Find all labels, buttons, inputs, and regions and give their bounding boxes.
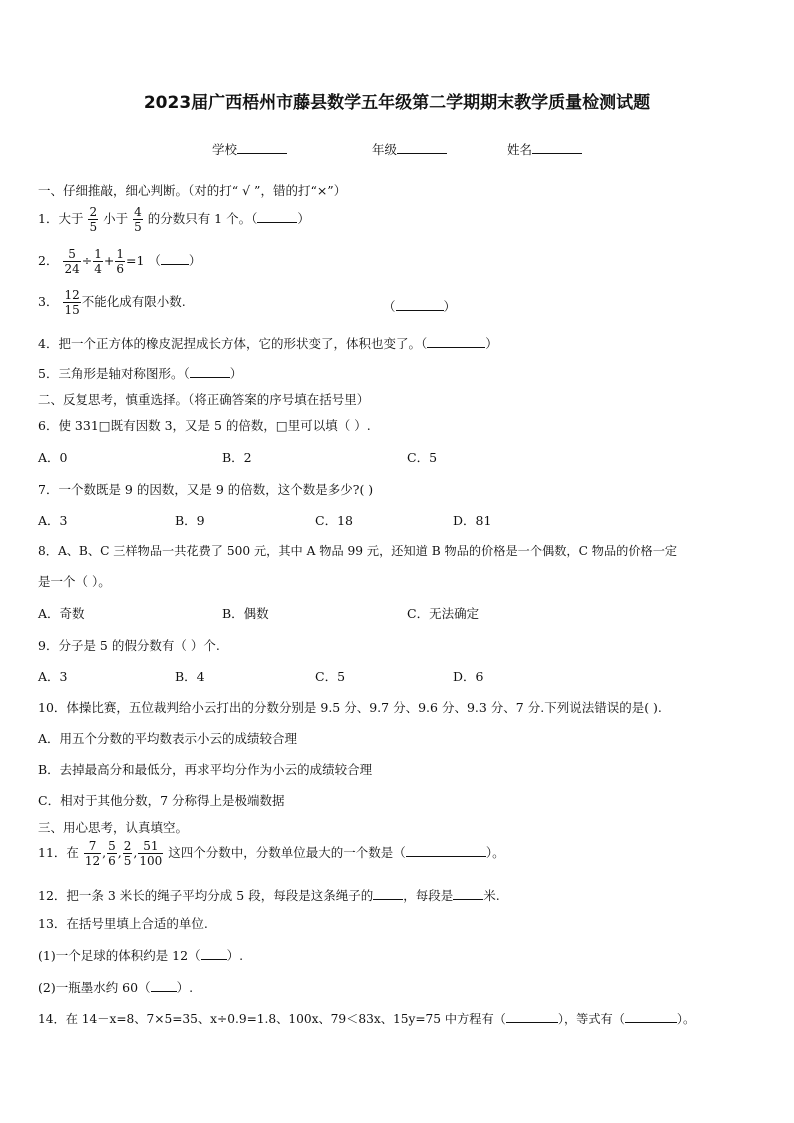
- question-10: 10．体操比赛，五位裁判给小云打出的分数分别是 9.5 分、9.7 分、9.6 分、9.3 分、7 分.下列说法错误的是( ).: [38, 700, 662, 715]
- question-1: 1．大于 $\frac{2}{5}$ 小于 $\frac{4}{5}$ 的分数只有 1 个。（ ）: [38, 205, 310, 234]
- question-2: 2． $\frac{5}{24}$ ÷ $\frac{1}{4}$ + $\frac{1}{6}$ =1 （ ）: [38, 247, 202, 276]
- question-8-option-a: A．奇数: [38, 606, 85, 621]
- grade-field: 年级: [372, 140, 447, 158]
- question-8-option-b: B．偶数: [222, 606, 269, 621]
- question-8-line-2: 是一个（ ）。: [38, 574, 111, 589]
- question-9-option-d: D．6: [453, 669, 484, 684]
- question-6-option-b: B．2: [222, 450, 252, 465]
- question-13-part-2: (2)一瓶墨水约 60（ ）.: [38, 980, 194, 995]
- school-field: 学校: [212, 140, 287, 158]
- question-7-option-d: D．81: [453, 513, 492, 528]
- question-14: 14．在 14－x=8、7×5=35、x÷0.9=1.8、100x、79＜83x、15y=75 中方程有（ ），等式有（ ）。: [38, 1012, 696, 1026]
- question-7: 7．一个数既是 9 的因数，又是 9 的倍数，这个数是多少?( ): [38, 482, 374, 497]
- name-field: 姓名: [507, 140, 582, 158]
- question-6: 6．使 331□既有因数 3，又是 5 的倍数，□里可以填（ ）.: [38, 418, 371, 433]
- question-10-option-c: C．相对于其他分数，7 分称得上是极端数据: [38, 793, 285, 808]
- question-11: 11．在 $\frac{7}{12}$ , $\frac{5}{6}$ , $\frac{2}{5}$ , $\frac{51}{100}$ 这四个分数中，分数单位最大的一个数是（ ）。: [38, 839, 505, 868]
- page-title: 2023届广西梧州市藤县数学五年级第二学期期末教学质量检测试题: [143, 93, 651, 113]
- question-3: 3． $\frac{12}{15}$ 不能化成有限小数.: [38, 288, 186, 317]
- question-7-option-b: B．9: [175, 513, 205, 528]
- question-5: 5．三角形是轴对称图形。（ ）: [38, 366, 243, 381]
- question-10-option-a: A．用五个分数的平均数表示小云的成绩较合理: [38, 731, 298, 746]
- question-13: 13．在括号里填上合适的单位.: [38, 916, 208, 931]
- question-13-part-1: (1)一个足球的体积约是 12（ ）.: [38, 948, 244, 963]
- section-2-heading: 二、反复思考，慎重选择。（将正确答案的序号填在括号里）: [38, 392, 370, 407]
- question-7-option-c: C．18: [315, 513, 353, 528]
- section-3-heading: 三、用心思考，认真填空。: [38, 820, 189, 835]
- question-8-line-1: 8．A、B、C 三样物品一共花费了 500 元，其中 A 物品 99 元，还知道 B 物品的价格是一个偶数，C 物品的价格一定: [38, 544, 678, 558]
- question-6-option-a: A．0: [38, 450, 68, 465]
- question-6-option-c: C．5: [407, 450, 438, 465]
- question-7-option-a: A．3: [38, 513, 68, 528]
- question-9-option-b: B．4: [175, 669, 205, 684]
- question-3-answer: （ ）: [383, 299, 457, 314]
- question-9-option-c: C．5: [315, 669, 346, 684]
- question-9-option-a: A．3: [38, 669, 68, 684]
- section-1-heading: 一、仔细推敲，细心判断。（对的打“ √ ”，错的打“×”）: [38, 183, 347, 198]
- question-12: 12．把一条 3 米长的绳子平均分成 5 段，每段是这条绳子的 ，每段是 米.: [38, 888, 500, 903]
- question-10-option-b: B．去掉最高分和最低分，再求平均分作为小云的成绩较合理: [38, 762, 373, 777]
- question-8-option-c: C．无法确定: [407, 606, 480, 621]
- question-9: 9．分子是 5 的假分数有（ ）个.: [38, 638, 220, 653]
- question-4: 4．把一个正方体的橡皮泥捏成长方体，它的形状变了，体积也变了。（ ）: [38, 336, 498, 351]
